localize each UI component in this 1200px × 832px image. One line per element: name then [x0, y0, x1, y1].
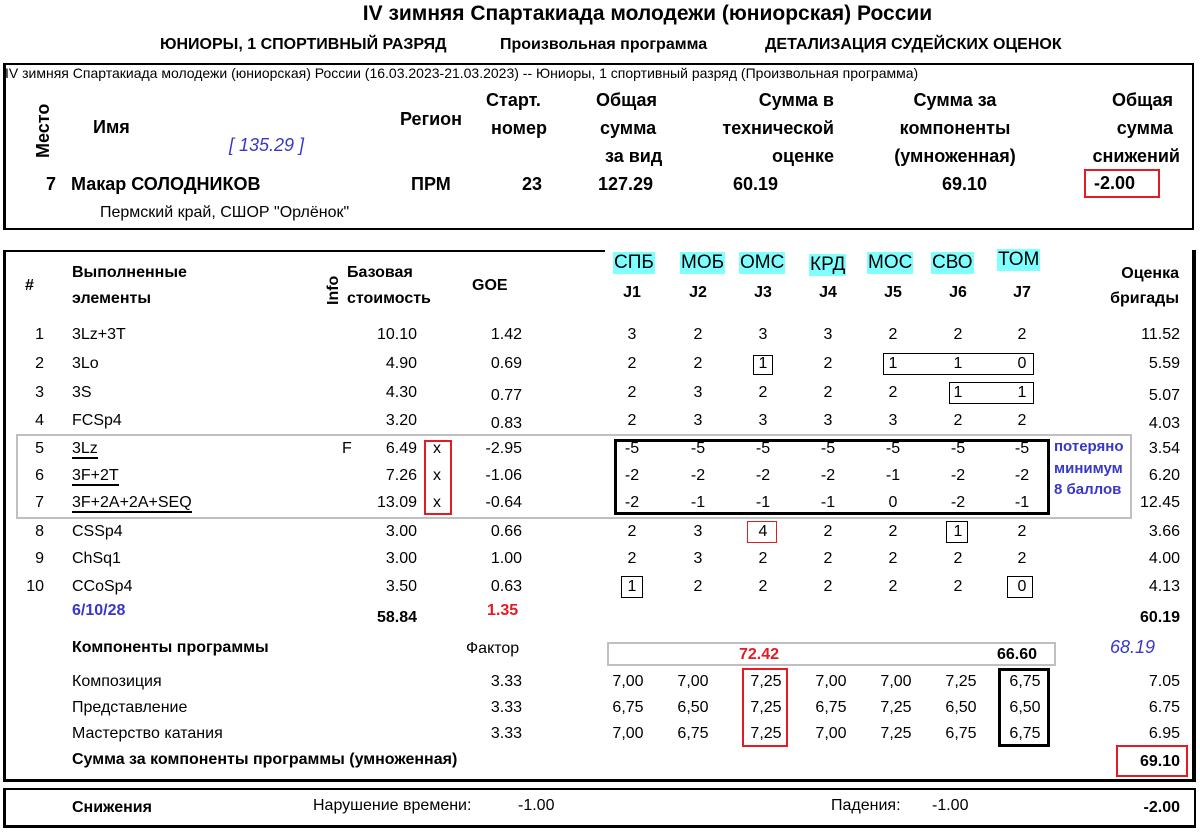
- judge-goe-mark: 2: [953, 412, 963, 429]
- element-goe: 0.83: [490, 415, 522, 432]
- col-total-header-2: сумма: [600, 118, 657, 138]
- judge-goe-mark: 2: [823, 384, 833, 401]
- element-code: 3F+2A+2A+SEQ: [72, 494, 192, 511]
- judge-goe-mark: 2: [1017, 523, 1027, 540]
- element-panel-score: 3.54: [1148, 440, 1180, 457]
- element-info: F: [342, 440, 352, 457]
- element-base-value: 4.90: [385, 355, 417, 372]
- judge-goe-mark: -2: [1014, 467, 1030, 484]
- judge-goe-mark: 2: [1017, 550, 1027, 567]
- judge3-pcs-total: 72.42: [739, 646, 780, 663]
- judge-component-mark: 7,25: [750, 725, 782, 742]
- judge-goe-mark: -5: [690, 440, 706, 457]
- judge-goe-mark: 4: [758, 523, 768, 540]
- judge-goe-mark: -5: [624, 440, 640, 457]
- element-number: 10: [26, 578, 44, 595]
- judge-component-mark: 6,75: [612, 699, 644, 716]
- component-name: Композиция: [72, 673, 162, 690]
- judge-region-badge: МОС: [868, 252, 913, 273]
- judge-goe-mark: -2: [755, 467, 771, 484]
- element-base-value: 4.30: [385, 384, 417, 401]
- judge-goe-mark: -1: [885, 467, 901, 484]
- col-elements-header-1: Выполненные: [72, 264, 187, 281]
- col-start-header-2: номер: [491, 118, 547, 138]
- judge-goe-mark: -2: [624, 467, 640, 484]
- judge-goe-mark: 2: [953, 326, 963, 343]
- skater-tes: 60.19: [733, 174, 779, 194]
- deductions-label: Снижения: [72, 799, 152, 816]
- col-panel-header-2: бригады: [1110, 290, 1179, 307]
- col-start-header-1: Старт.: [486, 90, 541, 110]
- col-pcs-header-2: компоненты: [899, 118, 1011, 138]
- judge-component-mark: 7,00: [815, 673, 847, 690]
- total-annotation: [ 135.29 ]: [229, 135, 305, 155]
- col-total-header-1: Общая: [596, 90, 658, 110]
- judge-goe-mark: 3: [693, 550, 703, 567]
- element-goe: 0.69: [490, 355, 522, 372]
- judge-component-mark: 6,75: [945, 725, 977, 742]
- element-base-value: 13.09: [376, 494, 417, 511]
- element-base-value: 7.26: [385, 467, 417, 484]
- judge-region-badge: МОБ: [681, 252, 725, 273]
- judge-goe-mark: 1: [1017, 384, 1027, 401]
- deductions-box: [3, 788, 1196, 828]
- judge-goe-mark: 1: [953, 384, 963, 401]
- element-code: 3S: [72, 384, 92, 401]
- element-panel-score: 6.20: [1148, 467, 1180, 484]
- judge-goe-mark: 2: [1017, 412, 1027, 429]
- judge-goe-mark: 2: [888, 523, 898, 540]
- component-panel-score: 6.75: [1148, 699, 1180, 716]
- lost-points-note-1: потеряно: [1054, 438, 1124, 455]
- element-base-value: 10.10: [376, 326, 417, 343]
- col-ded-header-2: сумма: [1116, 118, 1173, 138]
- element-number: 3: [35, 384, 44, 401]
- element-goe: 1.42: [490, 326, 522, 343]
- judge-goe-mark: 2: [758, 550, 768, 567]
- event-line: IV зимняя Спартакиада молодежи (юниорская) России (16.03.2023-21.03.2023) -- Юниоры, 1 спортивный разряд (Произвольная программа): [5, 65, 919, 81]
- judge-goe-mark: 2: [1017, 326, 1027, 343]
- judge-region-badge: ТОМ: [998, 249, 1040, 270]
- component-factor: 3.33: [490, 673, 522, 690]
- element-code: FCSp4: [72, 412, 122, 429]
- judge-label: J4: [819, 284, 837, 301]
- element-base-value: 6.49: [385, 440, 417, 457]
- judge-component-mark: 7,00: [612, 725, 644, 742]
- judge-pcs-totals-box: [607, 642, 1056, 666]
- element-panel-score: 5.59: [1148, 355, 1180, 372]
- judge-goe-mark: 2: [693, 355, 703, 372]
- element-code: ChSq1: [72, 550, 121, 567]
- judge-goe-mark: 2: [627, 412, 637, 429]
- judge-goe-mark: 1: [953, 355, 963, 372]
- judge-goe-mark: 1: [888, 355, 898, 372]
- judge-goe-mark: -1: [1014, 494, 1030, 511]
- element-number: 2: [35, 355, 44, 372]
- subtitle-program: Произвольная программа: [500, 36, 708, 53]
- component-factor: 3.33: [490, 725, 522, 742]
- col-pcs-header-1: Сумма за: [913, 90, 997, 110]
- time-violation-label: Нарушение времени:: [313, 797, 472, 814]
- col-place-header: Место: [33, 103, 53, 158]
- judge-component-mark: 7,00: [612, 673, 644, 690]
- element-number: 8: [35, 523, 44, 540]
- judge-goe-mark: 3: [758, 412, 768, 429]
- judge-component-mark: 6,75: [677, 725, 709, 742]
- element-panel-score: 5.07: [1148, 387, 1180, 404]
- col-name-header: Имя: [93, 117, 130, 137]
- judge-component-mark: 7,25: [750, 699, 782, 716]
- col-ded-header-3: снижений: [1092, 146, 1180, 166]
- col-pcs-header-3: (умноженная): [894, 146, 1016, 166]
- subtitle-detail: ДЕТАЛИЗАЦИЯ СУДЕЙСКИХ ОЦЕНОК: [765, 36, 1062, 53]
- element-goe: 1.00: [490, 550, 522, 567]
- judge-component-mark: 7,00: [677, 673, 709, 690]
- col-tes-header-2: технической: [722, 118, 834, 138]
- element-base-value: 3.20: [385, 412, 417, 429]
- judge-goe-mark: -2: [690, 467, 706, 484]
- time-violation-value: -1.00: [518, 797, 555, 814]
- element-code: CCoSp4: [72, 578, 133, 595]
- judge-component-mark: 6,75: [1009, 673, 1041, 690]
- judge-goe-mark: 3: [627, 326, 637, 343]
- judge-goe-mark: 2: [627, 384, 637, 401]
- element-goe: 0.77: [490, 387, 522, 404]
- element-number: 1: [35, 326, 44, 343]
- judge-component-mark: 6,75: [815, 699, 847, 716]
- judge-goe-mark: -5: [950, 440, 966, 457]
- element-base-value: 3.50: [385, 578, 417, 595]
- judge-label: J7: [1013, 284, 1031, 301]
- judge-goe-mark: 2: [627, 523, 637, 540]
- skater-region: ПРМ: [411, 174, 451, 194]
- judge-goe-mark: 0: [888, 494, 898, 511]
- judge-goe-mark: -1: [755, 494, 771, 511]
- judge-goe-mark: 3: [693, 384, 703, 401]
- element-code: 3Lo: [72, 355, 99, 372]
- lost-points-note-2: минимум: [1054, 460, 1123, 477]
- element-panel-score: 11.52: [1141, 326, 1180, 343]
- base-value-total: 58.84: [377, 609, 418, 626]
- skater-name: Макар СОЛОДНИКОВ: [71, 174, 261, 194]
- judge-region-badge: КРД: [810, 254, 846, 275]
- judge-goe-mark: 1: [627, 578, 637, 595]
- component-panel-score: 6.95: [1148, 725, 1180, 742]
- element-panel-score: 3.66: [1148, 523, 1180, 540]
- judge-component-mark: 7,25: [880, 725, 912, 742]
- element-goe: 0.63: [490, 578, 522, 595]
- falls-label: Падения:: [831, 797, 901, 814]
- judge-component-mark: 7,25: [945, 673, 977, 690]
- element-panel-score: 4.13: [1148, 578, 1180, 595]
- judge-component-mark: 7,00: [815, 725, 847, 742]
- skater-pcs: 69.10: [942, 174, 988, 194]
- col-region-header: Регион: [400, 109, 462, 129]
- element-number: 4: [35, 412, 44, 429]
- judge-goe-mark: -1: [690, 494, 706, 511]
- judge-goe-mark: -2: [820, 467, 836, 484]
- judge-component-mark: 6,50: [945, 699, 977, 716]
- element-number: 6: [35, 467, 44, 484]
- element-goe: 0.66: [490, 523, 522, 540]
- judge-goe-mark: 2: [888, 384, 898, 401]
- judge-goe-mark: 2: [627, 550, 637, 567]
- judge-goe-mark: 2: [693, 326, 703, 343]
- element-bonus-mark: x: [433, 494, 441, 511]
- judge-goe-mark: -5: [820, 440, 836, 457]
- falls-value: -1.00: [932, 797, 969, 814]
- judge-goe-mark: 2: [758, 578, 768, 595]
- deductions-total: -2.00: [1143, 799, 1180, 816]
- component-panel-score: 7.05: [1148, 673, 1180, 690]
- judge-goe-mark: -5: [885, 440, 901, 457]
- element-panel-score: 12.45: [1139, 494, 1180, 511]
- judge-label: J2: [689, 284, 707, 301]
- judge-goe-mark: 2: [888, 550, 898, 567]
- judge-goe-mark: -5: [1014, 440, 1030, 457]
- judge-goe-mark: 3: [693, 412, 703, 429]
- judge-goe-mark: 0: [1017, 355, 1027, 372]
- judge-component-mark: 6,50: [677, 699, 709, 716]
- element-number: 7: [35, 494, 44, 511]
- col-total-header-3: за вид: [605, 146, 663, 166]
- judge-region-badge: СПБ: [614, 252, 654, 273]
- judge-goe-mark: -2: [624, 494, 640, 511]
- judge-goe-mark: 2: [953, 578, 963, 595]
- element-number: 5: [35, 440, 44, 457]
- skater-club: Пермский край, СШОР "Орлёнок": [100, 204, 350, 221]
- col-tes-header-3: оценке: [772, 146, 834, 166]
- judge-region-badge: ОМС: [740, 252, 785, 273]
- element-counts-note: 6/10/28: [72, 602, 126, 619]
- judge-region-badge: СВО: [932, 252, 973, 273]
- element-bonus-mark: x: [433, 467, 441, 484]
- judge-goe-mark: -5: [755, 440, 771, 457]
- component-name: Мастерство катания: [72, 725, 223, 742]
- col-base-header-1: Базовая: [347, 264, 413, 281]
- component-name: Представление: [72, 699, 188, 716]
- components-title: Компоненты программы: [72, 639, 269, 656]
- judge-goe-mark: 2: [823, 578, 833, 595]
- judge-goe-mark: -2: [950, 467, 966, 484]
- skater-total-score: 127.29: [598, 174, 654, 194]
- element-panel-score: 4.03: [1148, 415, 1180, 432]
- col-base-header-2: стоимость: [347, 290, 431, 307]
- judge-label: J1: [623, 284, 641, 301]
- pcs-annotation: 68.19: [1110, 637, 1156, 657]
- judge-goe-mark: 3: [823, 412, 833, 429]
- judge-label: J6: [949, 284, 967, 301]
- subtitle-category: ЮНИОРЫ, 1 СПОРТИВНЫЙ РАЗРЯД: [160, 36, 447, 53]
- judge-goe-mark: 3: [823, 326, 833, 343]
- judge-goe-mark: 2: [823, 523, 833, 540]
- judge-goe-mark: 2: [823, 550, 833, 567]
- element-panel-score: 4.00: [1148, 550, 1180, 567]
- col-goe-header: GOE: [472, 277, 508, 294]
- judge-goe-mark: 0: [1017, 578, 1027, 595]
- judge-goe-mark: 1: [953, 523, 963, 540]
- pcs-total-label: Сумма за компоненты программы (умноженная): [72, 751, 458, 768]
- element-goe: -0.64: [485, 494, 522, 511]
- col-panel-header-1: Оценка: [1121, 265, 1179, 282]
- judge-component-mark: 7,25: [880, 699, 912, 716]
- col-info-header: Info: [325, 275, 342, 305]
- element-code: 3Lz+3T: [72, 326, 126, 343]
- judge-label: J3: [754, 284, 772, 301]
- element-base-value: 3.00: [385, 523, 417, 540]
- tes-total: 60.19: [1139, 609, 1180, 626]
- element-number: 9: [35, 550, 44, 567]
- judge-component-mark: 6,50: [1009, 699, 1041, 716]
- col-num-header: #: [25, 277, 34, 294]
- judge7-pcs-total: 66.60: [997, 646, 1038, 663]
- judge-component-mark: 6,75: [1009, 725, 1041, 742]
- judge-goe-mark: 3: [758, 326, 768, 343]
- judge-goe-mark: 2: [758, 384, 768, 401]
- element-bonus-mark: x: [433, 440, 441, 457]
- component-factor: 3.33: [490, 699, 522, 716]
- lost-points-note-3: 8 баллов: [1054, 481, 1122, 498]
- element-base-value: 3.00: [385, 550, 417, 567]
- col-elements-header-2: элементы: [72, 290, 151, 307]
- judge-goe-mark: 2: [888, 326, 898, 343]
- judge-component-mark: 7,25: [750, 673, 782, 690]
- judge-component-mark: 7,00: [880, 673, 912, 690]
- element-code: 3F+2T: [72, 467, 119, 484]
- element-code: 3Lz: [72, 440, 98, 457]
- page-title: IV зимняя Спартакиада молодежи (юниорская) России: [362, 2, 933, 25]
- col-ded-header-1: Общая: [1111, 90, 1173, 110]
- skater-deductions: -2.00: [1084, 169, 1160, 198]
- judge-label: J5: [884, 284, 902, 301]
- factor-header: Фактор: [466, 640, 520, 657]
- judge-goe-mark: 2: [627, 355, 637, 372]
- pcs-total: 69.10: [1116, 745, 1188, 777]
- skater-place: 7: [46, 174, 57, 194]
- goe-total: 1.35: [487, 602, 519, 619]
- judge-goe-mark: 1: [758, 355, 768, 372]
- element-goe: -2.95: [485, 440, 522, 457]
- judge-goe-mark: 2: [888, 578, 898, 595]
- judge-goe-mark: -2: [950, 494, 966, 511]
- judge-goe-mark: -1: [820, 494, 836, 511]
- judge-goe-mark: 2: [953, 550, 963, 567]
- element-code: CSSp4: [72, 523, 123, 540]
- judge-goe-mark: 2: [823, 355, 833, 372]
- judge-goe-mark: 2: [693, 578, 703, 595]
- skater-start-number: 23: [522, 174, 543, 194]
- judge-goe-mark: 3: [888, 412, 898, 429]
- judge-goe-mark: 3: [693, 523, 703, 540]
- element-goe: -1.06: [485, 467, 522, 484]
- col-tes-header-1: Сумма в: [758, 90, 834, 110]
